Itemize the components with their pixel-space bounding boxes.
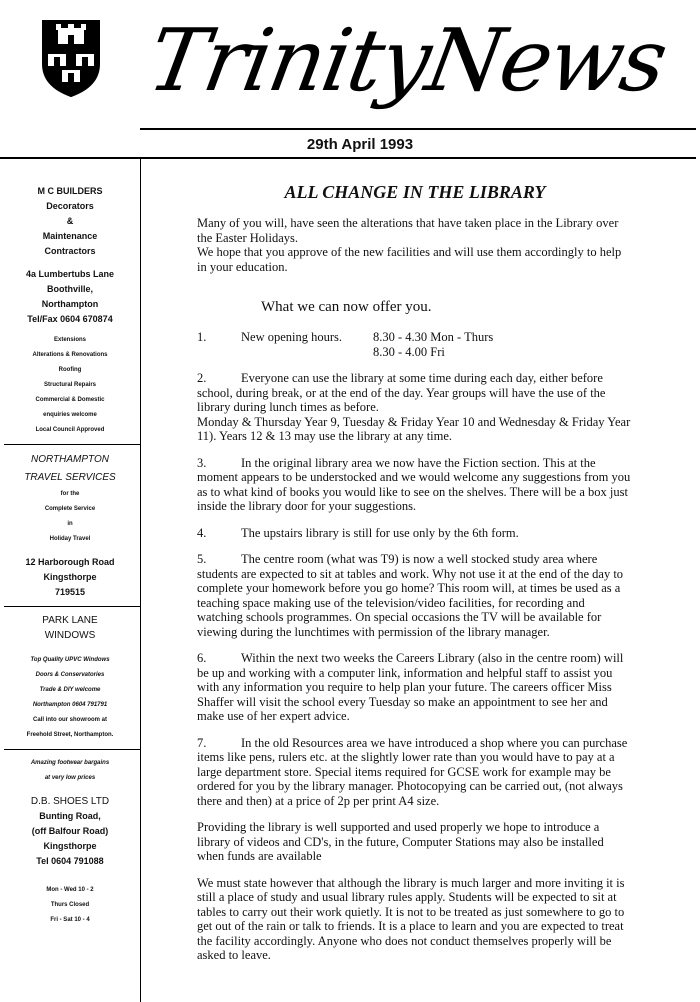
ad-service: Structural Repairs [43,382,97,388]
list-item [197,371,633,444]
ad-divider [4,444,140,445]
item-text: Within the next two weeks the Careers Library (also in the centre room) will be up and working with a computer link, information and helpful staff to assist you with any information you require to help plan your future. The careers officer Miss Shaffer will visit the school every Tuesday so make an appointment to see her and make use of her expert advice. [197,651,624,723]
school-crest-icon [40,18,102,98]
ad-line: Contractors [44,246,96,256]
ad-line: Holiday Travel [49,536,91,542]
ad-hours: Mon - Wed 10 - 2 [46,887,94,893]
ad-line: in [67,521,73,527]
hours-fri: 8.30 - 4.00 Fri [373,344,445,359]
article-headline: ALL CHANGE IN THE LIBRARY [284,182,546,202]
ad-service: Extensions [53,337,86,343]
ad-line: Call into our showroom at [32,717,107,723]
ad-service: Roofing [58,367,82,373]
ad-phone: 719515 [54,587,86,597]
ad-address: 12 Harborough Road [25,557,115,567]
ad-service: Alterations & Renovations [32,352,108,358]
list-item [197,651,633,724]
ad-line: & [66,216,74,226]
hours-mon-thurs: 8.30 - 4.30 Mon - Thurs [373,330,494,344]
ad-phone: Tel 0604 791088 [36,856,104,866]
list-item [197,456,633,514]
article-paragraph: Providing the library is well supported and used properly we hope to introduce a library of videos and CD's, in the future, Computer Stations may also be installed when funds are available [197,820,604,863]
ad-service: Local Council Approved [35,427,105,433]
ad-address: (off Balfour Road) [31,826,109,836]
ad-title: PARK LANE [42,615,98,626]
ad-title: D.B. SHOES LTD [30,796,110,807]
ad-travel-services [0,451,140,600]
issue-date: 29th April 1993 [306,136,414,153]
ad-service: Commercial & Domestic [35,397,105,403]
ad-line: for the [60,491,80,497]
advert-sidebar [0,184,140,928]
ad-line: Trade & DIY welcome [39,687,101,693]
item-number: 4. [197,525,207,540]
item-number: 1. [197,330,207,344]
ad-hours: Thurs Closed [50,902,90,908]
ad-divider [4,749,140,750]
item-text: In the original library area we now have the Fiction section. This at the moment appears to be understocked and we would welcome any suggestions from you as to what kind of books you would like to see on the shelves. There will be a box just inside the library door for your suggestions. [197,455,631,513]
ad-tagline: Amazing footwear bargains [30,760,110,766]
ad-address: Bunting Road, [39,811,101,821]
ad-address: Boothville, [46,284,93,294]
ad-line: Complete Service [44,506,96,512]
column-divider [140,157,141,1002]
item-number: 7. [197,735,207,750]
ad-line: M C BUILDERS [37,186,103,196]
ad-title: TRAVEL SERVICES [24,472,116,483]
item-text: Monday & Thursday Year 9, Tuesday & Friday Year 10 and Wednesday & Friday Year 11). Years 12 & 13 may use the library at any time. [197,414,631,443]
list-item [197,736,633,809]
ad-address: 4a Lumbertubs Lane [25,269,115,279]
ad-title: WINDOWS [44,630,96,641]
list-item [197,330,633,359]
ad-phone: Tel/Fax 0604 670874 [27,314,113,324]
item-text: In the old Resources area we have introduced a shop where you can purchase items like pens, rulers etc. at the slightly lower rate than you would have to pay at a large department store. Special items required for GCSE work for example may be ordered for you by the library manager. Photocopying can be carried out, (not always there and then) at a price of 2p per print A4 size. [197,735,628,808]
ad-phone: Northampton 0604 791791 [32,702,108,708]
article-paragraph: We must state however that although the library is much larger and more inviting it is still a place of study and usual library rules apply. Students will be expected to sit at tables to carry out their work quietly. It is not to be treated as just somewhere to go to get out of the rain or talk to friends. It is a place to learn and you are expected to treat the facility accordingly. Anyone who does not conduct themselves properly will be asked to leave. [197,875,625,962]
ad-title: NORTHAMPTON [31,454,109,465]
intro-text: We hope that you approve of the new facilities and will use them accordingly to help in your education. [197,245,622,274]
item-number: 5. [197,552,207,566]
masthead-title: TrinityNews [141,11,673,111]
ad-address: Kingsthorpe [43,572,97,582]
ad-address: Freehold Street, Northampton. [26,732,114,738]
item-number: 6. [197,651,207,665]
ad-line: Decorators [46,201,94,211]
opening-hours [373,330,493,359]
masthead-rule [140,128,696,130]
ad-hours: Fri - Sat 10 - 4 [50,917,90,923]
item-number: 2. [197,371,207,385]
item-text: The upstairs library is still for use only by the 6th form. [241,525,519,540]
item-label: New opening hours. [241,330,343,344]
ad-service: enquiries welcome [43,412,97,418]
ad-line: Maintenance [42,231,98,241]
ad-address: Kingsthorpe [43,841,97,851]
ad-tagline: at very low prices [44,775,96,781]
intro-text: Many of you will, have seen the alterations that have taken place in the Library over the Easter Holidays. [197,216,619,245]
list-item [197,552,633,639]
list-item [197,526,633,541]
article-paragraph [197,216,633,274]
ad-mc-builders [0,184,140,438]
article [197,180,633,975]
ad-park-lane-windows [0,613,140,743]
ad-divider [4,606,140,607]
ad-line: Doors & Conservatories [35,672,105,678]
item-text: The centre room (what was T9) is now a well stocked study area where students are expected to sit at tables and work. Why not use it at the end of the day to complete your homework before you go home? This room will, at times be used as a teaching space making use of the television/video facilities, for recording and watching schools programmes. On special occasions the TV will be available for viewing during the lunchtimes with permission of the library manager. [197,552,624,639]
article-subhead: What we can now offer you. [261,299,432,315]
item-number: 3. [197,455,207,470]
item-text: Everyone can use the library at some time during each day, either before school, during break, or at the end of the day. Year groups will have the use of the library during lunch times as before. [197,371,606,414]
ad-db-shoes [0,756,140,928]
ad-line: Top Quality UPVC Windows [30,657,110,663]
ad-address: Northampton [41,299,99,309]
date-rule [0,157,696,159]
